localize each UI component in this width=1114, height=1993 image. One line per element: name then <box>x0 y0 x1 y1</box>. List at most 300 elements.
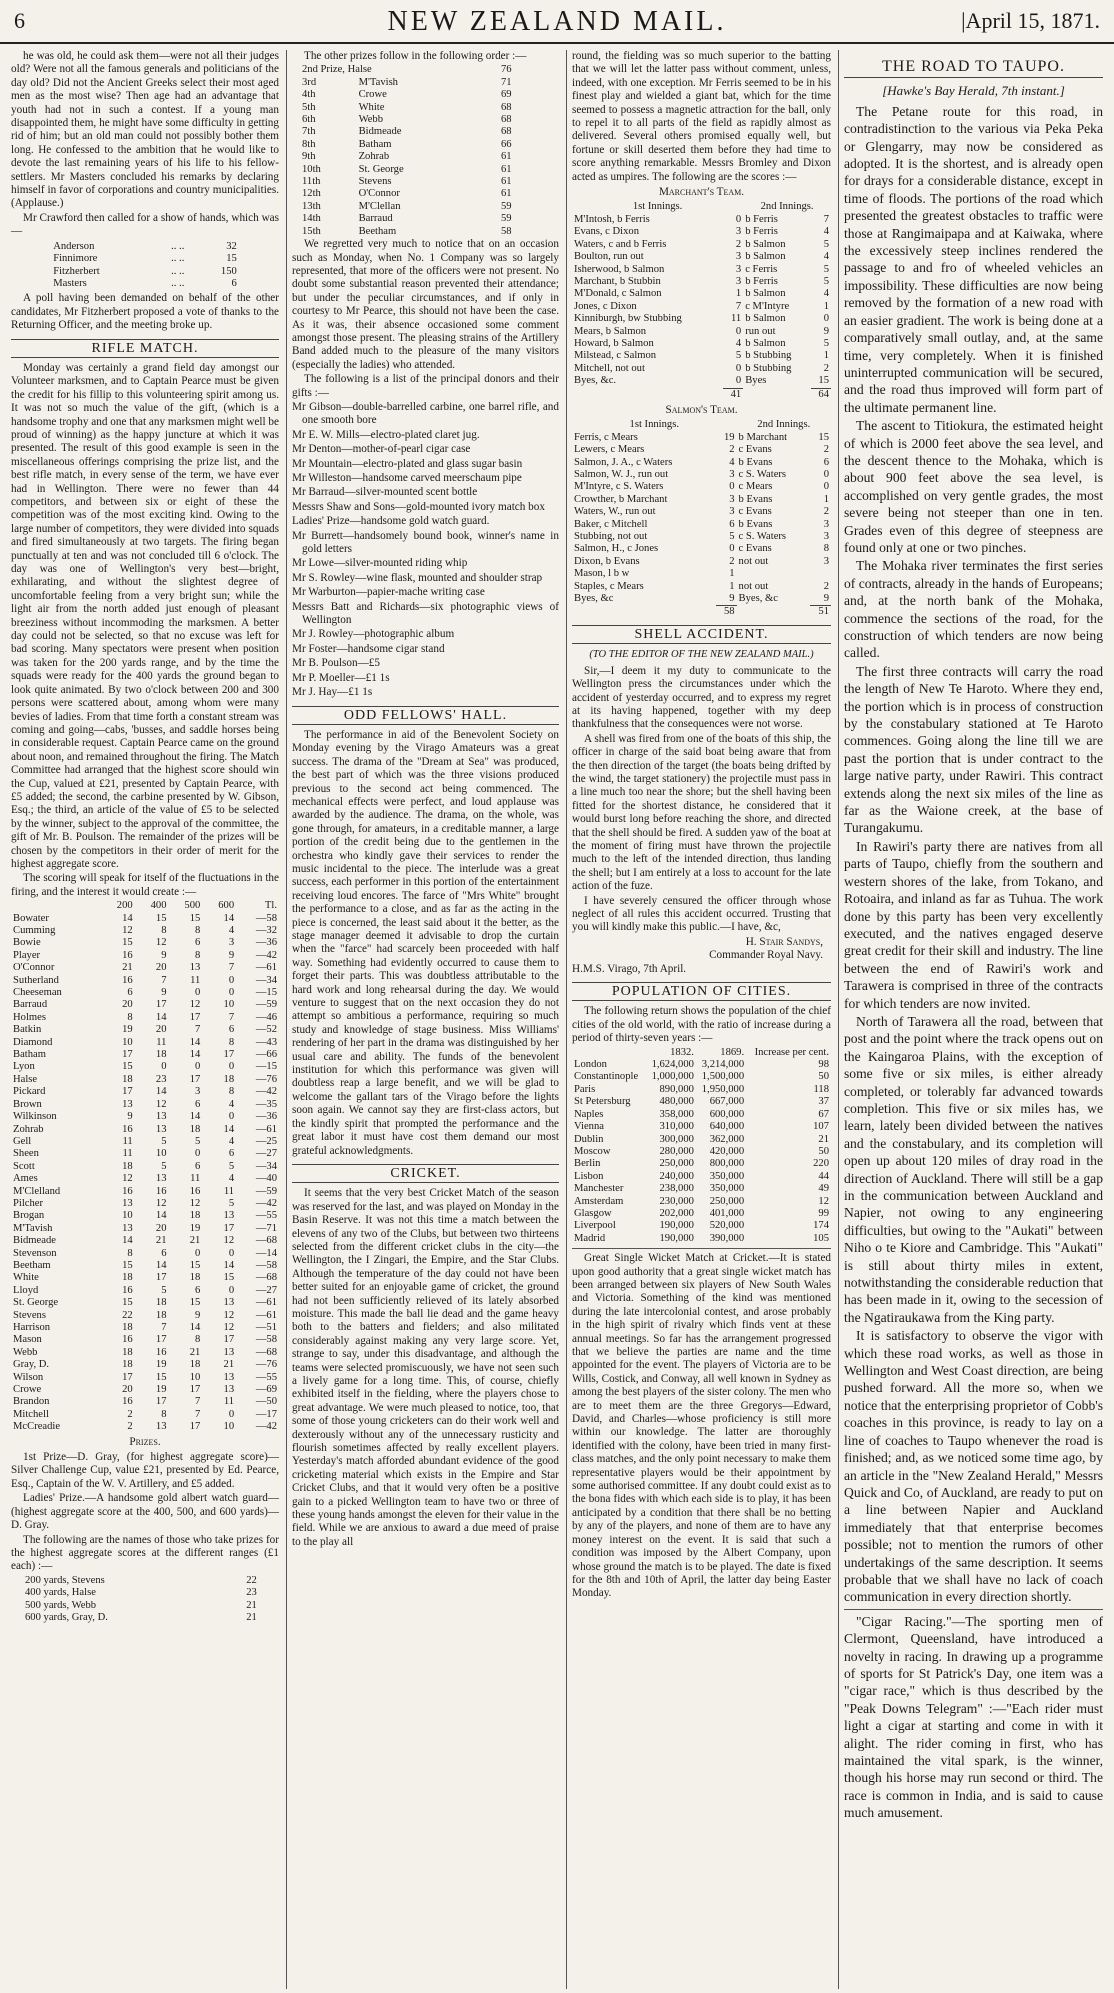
prize-winner: Bidmeade <box>358 126 402 138</box>
batsman-row <box>572 531 831 543</box>
score-cell: 8 <box>127 1011 133 1023</box>
score-cell: 16 <box>122 949 133 961</box>
batsman-runs: 1 <box>729 568 735 580</box>
city-name: Dublin <box>574 1133 604 1145</box>
score-cell: 13 <box>122 1222 133 1234</box>
city-name: Constantinople <box>574 1071 639 1083</box>
score-cell: 14 <box>122 1235 133 1247</box>
score-cell: 16 <box>122 1284 133 1296</box>
city-name: Naples <box>574 1108 604 1120</box>
prize-winner: White <box>358 101 385 113</box>
score-cell: —59 <box>255 1185 277 1197</box>
donor-item: Mr Lowe—silver-mounted riding whip <box>292 557 468 570</box>
shell-accident-letter <box>572 665 831 935</box>
prize-winner: M'Clellan <box>358 200 401 212</box>
batsman-runs: 4 <box>729 456 735 468</box>
score-cell: 12 <box>155 1197 167 1209</box>
prize-score: 76 <box>501 64 512 76</box>
population-cell: 49 <box>818 1183 829 1195</box>
population-cell: 250,000 <box>709 1195 745 1207</box>
batsman-dismissal: Waters, W., run out <box>574 506 656 518</box>
batsman-runs: 5 <box>729 531 735 543</box>
prize-place: 15th <box>302 225 321 237</box>
innings-header: 1st Innings. <box>629 419 679 431</box>
population-cell: 600,000 <box>709 1108 745 1120</box>
score-row <box>11 1049 279 1061</box>
marksman-name: Ames <box>13 1173 38 1185</box>
population-cell: 350,000 <box>709 1183 745 1195</box>
batsman-dismissal: Evans, c Dixon <box>574 226 640 238</box>
donors-list <box>292 401 559 700</box>
population-cell: 401,000 <box>709 1207 745 1219</box>
batsman-dismissal: Marchant, b Stubbin <box>574 275 661 287</box>
marksman-name: Gell <box>13 1135 32 1147</box>
prize-score: 66 <box>501 138 512 150</box>
score-cell: 10 <box>223 1421 235 1433</box>
batsman-dismissal: c M'Intyre <box>745 300 790 312</box>
batsman-dismissal: c Ferris <box>745 263 778 275</box>
batsman-dismissal: b Evans <box>738 493 773 505</box>
city-row <box>572 1158 831 1170</box>
score-cell: 7 <box>195 1024 201 1036</box>
batsman-row <box>572 519 831 531</box>
poll-row <box>51 266 239 278</box>
score-cell: 5 <box>161 1284 167 1296</box>
range-prize-row <box>23 1587 259 1599</box>
marksman-name: Mason <box>13 1334 42 1346</box>
batsman-dismissal: c Evans <box>738 506 772 518</box>
batsman-runs: 5 <box>823 275 829 287</box>
batsman-runs: 8 <box>823 543 829 555</box>
population-cell: 280,000 <box>659 1145 694 1157</box>
batsman-runs: 3 <box>735 275 742 287</box>
score-row <box>11 1235 279 1247</box>
score-cell: —34 <box>255 1160 277 1172</box>
batsman-runs: 3 <box>735 226 742 238</box>
batsman-runs: 1 <box>729 580 735 592</box>
batsman-runs: 11 <box>731 313 742 325</box>
batsman-dismissal: Boulton, run out <box>574 251 644 263</box>
range-winner: 200 yards, Stevens <box>25 1574 105 1586</box>
population-cell: 67 <box>818 1108 829 1120</box>
score-cell: 13 <box>223 1210 235 1222</box>
score-cell: 5 <box>195 1135 201 1147</box>
prize-row <box>300 213 514 225</box>
score-cell: —69 <box>255 1384 277 1396</box>
score-cell: 6 <box>195 937 201 949</box>
score-cell: —42 <box>255 1421 277 1433</box>
score-cell: 12 <box>155 1098 167 1110</box>
innings-header: 1st Innings. <box>632 201 683 213</box>
population-cell: 174 <box>813 1220 829 1232</box>
score-row <box>11 999 279 1011</box>
prize-winner: Crowe <box>358 89 387 101</box>
score-cell: 4 <box>228 1173 235 1185</box>
population-cell: 220 <box>813 1158 829 1170</box>
marksman-name: Cumming <box>13 925 56 936</box>
spacer-cell <box>572 606 716 619</box>
score-cell: 13 <box>223 1346 235 1358</box>
marksman-name: Diamond <box>13 1036 53 1048</box>
prize-place: 14th <box>302 213 321 225</box>
batsman-runs: 3 <box>735 263 742 275</box>
city-row <box>572 1121 831 1133</box>
score-cell: —51 <box>255 1322 277 1333</box>
candidate-name: Anderson <box>53 240 95 252</box>
marksman-name: Holmes <box>13 1011 46 1023</box>
population-cell: 190,000 <box>659 1220 694 1232</box>
batsman-dismissal: b Salmon <box>745 251 786 263</box>
score-row <box>11 1173 279 1185</box>
article-paragraph: Mr Crawford then called for a show of hands, which was— <box>11 211 279 238</box>
marksman-name: Gray, D. <box>13 1359 50 1371</box>
marksman-name: St. George <box>13 1297 59 1309</box>
score-cell: 14 <box>223 912 235 924</box>
prize-row <box>300 139 514 151</box>
scores-header-row <box>11 900 279 912</box>
score-cell: 5 <box>228 1160 235 1172</box>
score-cell: 18 <box>189 1359 201 1371</box>
score-row <box>11 1260 279 1272</box>
article-paragraph: Ladies' Prize.—A handsome gold albert watch guard—(highest aggregate score at the 400, 500, and 600 yards)—D. Gray. <box>11 1492 279 1532</box>
city-row <box>572 1071 831 1083</box>
batsman-dismissal: Mitchell, not out <box>574 362 645 374</box>
score-cell: 15 <box>155 1371 167 1383</box>
article-paragraph: The ascent to Titiokura, the estimated height of which is 2000 feet above the sea level, and the descent thence to the Mohaka, which is about 900 feet above the sea level, is accomplished on very gentle grades, the most severe being not steeper than one in ten. Grades even of this degree of steepness are found only at one or two pinches. <box>844 418 1103 555</box>
range-score: 22 <box>246 1574 257 1586</box>
officers-regret-paragraph: We regretted very much to notice that on an occasion such as Monday, when No. 1 Company was so largely represented, that more of the officers were not present. No doubt some substantial reason prevented their attendance; but under the peculiar circumstances, and if only in courtesy to Mr Pearce, this should not have been the case. As it was, their absence occasioned some comment amongst those present. The pleasing strains of the Artillery Band added much to the pleasure of the many visitors (especially the ladies) who attended. <box>292 238 559 371</box>
batsman-runs: 2 <box>823 444 829 456</box>
city-name: Paris <box>574 1083 596 1095</box>
score-cell: 6 <box>195 1160 201 1172</box>
batsman-dismissal: M'Donald, c Salmon <box>574 288 662 300</box>
score-cell: 0 <box>161 1061 167 1073</box>
population-cell: 50 <box>818 1145 829 1157</box>
column-header <box>572 1047 646 1059</box>
score-cell: 13 <box>155 1123 167 1135</box>
score-cell: —55 <box>255 1371 277 1383</box>
city-row <box>572 1109 831 1121</box>
score-cell: —14 <box>255 1247 277 1259</box>
score-cell: 8 <box>195 949 201 961</box>
score-row <box>11 913 279 925</box>
marksman-name: Cheeseman <box>13 987 62 999</box>
range-prize-row <box>23 1612 259 1624</box>
score-cell: 14 <box>155 1259 167 1271</box>
population-cell: 1,624,000 <box>651 1059 694 1071</box>
prize-score: 58 <box>501 225 512 237</box>
marksman-name: Pickard <box>13 1086 46 1098</box>
score-cell: 14 <box>223 1123 235 1135</box>
score-cell: 0 <box>195 987 201 999</box>
donor-item: Mr Warburton—papier-mache writing case <box>292 586 485 599</box>
marksman-name: Halse <box>13 1073 38 1085</box>
prize-row <box>300 164 514 176</box>
score-cell: 15 <box>189 1259 201 1271</box>
score-cell: 16 <box>122 1185 133 1197</box>
batsman-row <box>572 288 831 300</box>
score-row <box>11 1248 279 1260</box>
score-cell: 6 <box>195 1284 201 1296</box>
score-cell: —25 <box>255 1135 277 1147</box>
score-cell: 0 <box>228 974 235 986</box>
score-cell: 12 <box>223 1309 235 1321</box>
batsman-dismissal: Isherwood, b Salmon <box>574 263 665 275</box>
score-cell: 20 <box>122 1384 133 1396</box>
score-cell: 18 <box>155 1309 167 1321</box>
score-cell: 11 <box>223 1396 235 1408</box>
batsman-row <box>572 226 831 238</box>
marksman-name: Sheen <box>13 1148 39 1160</box>
population-cell: 1,000,000 <box>651 1071 694 1083</box>
population-cell: 358,000 <box>659 1108 694 1120</box>
cricket-heading: CRICKET. <box>292 1164 559 1183</box>
batsman-runs: 6 <box>729 518 735 530</box>
score-row <box>11 1384 279 1396</box>
batsman-runs: 0 <box>823 469 829 480</box>
prize-place: 9th <box>302 151 316 163</box>
score-cell: 18 <box>155 1049 167 1061</box>
batsman-runs: 3 <box>729 506 735 518</box>
population-cell: 250,000 <box>659 1158 694 1170</box>
population-cell: 520,000 <box>709 1220 745 1232</box>
batsman-dismissal: Mason, l b w <box>574 568 630 580</box>
score-row <box>11 1099 279 1111</box>
score-cell: 7 <box>228 1011 235 1023</box>
prize-place: 8th <box>302 138 316 150</box>
prize-winner: O'Connor <box>358 188 400 200</box>
score-cell: 13 <box>122 1098 133 1110</box>
score-cell: 20 <box>122 999 133 1011</box>
article-paragraph: North of Tarawera all the road, between that post and the point where the track opens out on the Kaingaroa Plains, with the exception of some five or six miles, is either already completed, or tolerably far advanced towards completion. This five or six miles has, we learn, lately been divided between the natives and the constabulary, and its completion will open up about 120 miles of dray road in the direction of Auckland. There will still be a gap in the communication between Auckland and Napier, not owing to any engineering difficulties, but owing to the "Aukati" between Niho o te Kiore and Cambridge. This "Aukati" is still about thirty miles in extent, notwithstanding the considerable reduction that has been made in it, owing to the secession of the Ngatiraukawa from the King party. <box>844 1013 1103 1325</box>
taupo-road-heading: THE ROAD TO TAUPO. <box>844 56 1103 78</box>
score-cell: 2 <box>127 1408 133 1420</box>
score-cell: 18 <box>122 1160 133 1172</box>
city-name: Amsterdam <box>574 1195 624 1207</box>
score-cell: 9 <box>195 1309 201 1321</box>
prize-score: 69 <box>501 89 512 101</box>
poll-after-paragraph: A poll having been demanded on behalf of the other candidates, Mr Fitzherbert proposed a vote of thanks to the Returning Officer, and the meeting broke up. <box>11 292 279 332</box>
score-cell: —15 <box>255 1061 277 1073</box>
score-cell: —42 <box>255 1086 277 1098</box>
column-header: 200 <box>116 900 133 912</box>
spacer-cell <box>743 388 811 401</box>
score-cell: 11 <box>156 1036 167 1048</box>
score-cell: 0 <box>228 1061 235 1073</box>
batsman-row <box>572 239 831 251</box>
city-row <box>572 1146 831 1158</box>
score-cell: 3 <box>195 1086 201 1098</box>
score-cell: 17 <box>223 1334 235 1346</box>
batsman-row <box>572 432 831 444</box>
score-cell: 21 <box>189 1346 201 1358</box>
marksman-name: O'Connor <box>13 962 55 974</box>
batsman-dismissal: M'Intyre, c S. Waters <box>574 481 664 493</box>
score-cell: 8 <box>127 1247 133 1259</box>
score-cell: —50 <box>255 1396 277 1408</box>
score-cell: 0 <box>228 1247 235 1259</box>
score-row <box>11 1396 279 1408</box>
score-cell: 16 <box>122 1334 133 1346</box>
prize-place: 7th <box>302 126 316 138</box>
donor-item: Mr E. W. Mills—electro-plated claret jug. <box>292 428 480 441</box>
score-cell: —46 <box>255 1011 277 1023</box>
score-cell: 18 <box>122 1322 133 1333</box>
column-header: 500 <box>184 900 201 912</box>
score-cell: —55 <box>255 1210 277 1222</box>
score-cell: 17 <box>189 1073 201 1085</box>
population-cell: 300,000 <box>659 1133 694 1145</box>
score-cell: 14 <box>155 1210 167 1222</box>
poll-table <box>51 241 239 291</box>
marksman-name: Wilson <box>13 1371 44 1383</box>
score-cell: 12 <box>223 1322 235 1333</box>
population-cell: 202,000 <box>659 1207 694 1219</box>
prize-place: 12th <box>302 188 321 200</box>
prize-place: 10th <box>302 163 321 175</box>
city-row <box>572 1233 831 1245</box>
column-header: 400 <box>150 900 167 912</box>
prize-winner: Stevens <box>358 176 392 188</box>
batsman-dismissal: run out <box>745 325 776 337</box>
score-cell: 18 <box>223 1073 235 1085</box>
batsman-dismissal: b Ferris <box>745 275 778 287</box>
city-name: London <box>574 1059 607 1071</box>
cricket-article-continued: round, the fielding was so much superior to the batting that we will let the latter pass without comment, unless, indeed, with one exception. Mr Ferris seemed to be in his finest play and wielded a giant bat, which for the time seemed to possess a magnetic attraction for the ball, only to repel it to all parts of the field as rapidly almost as delivered. Several others promised equally well, but fortune or skill deserted them before they had time to score anything remarkable. Messrs Bromley and Dixon acted as umpires. The following are the scores :— <box>572 50 831 183</box>
score-cell: 16 <box>122 1123 133 1135</box>
score-row <box>11 1372 279 1384</box>
population-cell: 800,000 <box>709 1158 745 1170</box>
prize-place: 5th <box>302 101 316 113</box>
letter-paragraph: A shell was fired from one of the boats of this ship, the officer in charge of the said boat being aware that from the then direction of the target (the boats being drifted by the wind, the target stationery) the projectile must pass in a line much too near the shore; but the shell having been fitted for the shortest distance, he considered that it would burst long before reaching the shore, and directed that the shell should be fired. A sudden yaw of the boat at the moment of firing must have thrown the projectile much to the left of the intended direction, thus landing the shell; but I am entirely at a loss to account for the late action of the fuze. <box>572 732 831 893</box>
score-cell: —58 <box>255 912 277 924</box>
marksman-name: Batkin <box>13 1024 42 1036</box>
population-cell: 1,500,000 <box>701 1071 745 1083</box>
city-row <box>572 1084 831 1096</box>
divider <box>572 1248 831 1249</box>
batsman-row <box>572 469 831 481</box>
score-cell: 15 <box>223 1272 235 1284</box>
marksman-name: Player <box>13 949 41 961</box>
population-intro: The following return shows the population of the chief cities of the old world, with the ratio of increase during a period of thirty-seven years :— <box>572 1005 831 1045</box>
prize-score: 68 <box>501 126 512 138</box>
batsman-runs <box>810 568 831 580</box>
score-cell: —66 <box>255 1049 277 1061</box>
score-cell: 7 <box>161 974 167 986</box>
article-paragraph: In Rawiri's party there are natives from all parts of Taupo, chiefly from the southern and western shores of the lake, from Tokano, and Rotoaira, and inland as far as Tuhua. The work done by this party has been very excellently executed, and the natives engaged deserve great credit for their skill and industry. The line between the end of Rawiri's work and Tarawera is comprised in three of the contracts for which tenders are now invited. <box>844 838 1103 1011</box>
score-cell: 11 <box>122 1135 133 1147</box>
score-cell: 5 <box>161 1135 167 1147</box>
donor-item: Mr Barraud—silver-mounted scent bottle <box>292 486 478 499</box>
batsman-dismissal: Stubbing, not out <box>574 531 648 543</box>
prize-row <box>300 226 514 238</box>
prize-score: 59 <box>501 213 512 225</box>
score-cell: 6 <box>195 1098 201 1110</box>
score-cell: 15 <box>122 1297 133 1309</box>
score-cell: 18 <box>155 1297 167 1309</box>
prize-score: 71 <box>501 76 512 88</box>
donors-intro: The following is a list of the principal donors and their gifts :— <box>292 373 559 399</box>
score-row <box>11 962 279 974</box>
marchant-team-heading: Marchant's Team. <box>658 186 745 199</box>
batsman-runs: 9 <box>823 593 829 605</box>
batsman-dismissal: Dixon, b Evans <box>574 555 640 567</box>
score-cell: 10 <box>189 1371 201 1383</box>
batsman-runs: 0 <box>729 481 735 493</box>
score-cell: —43 <box>255 1036 277 1048</box>
batsman-dismissal: Byes <box>745 375 767 387</box>
batsman-runs: 1 <box>823 493 829 505</box>
marksman-name: Bidmeade <box>13 1235 56 1247</box>
city-name: Liverpool <box>574 1220 616 1232</box>
score-cell: —40 <box>255 1173 277 1185</box>
innings-header: 2nd Innings. <box>760 201 814 213</box>
batsman-runs: 2 <box>823 506 829 518</box>
salmon-team-heading: Salmon's Team. <box>665 403 738 416</box>
score-cell: 19 <box>155 1384 167 1396</box>
batsman-runs: 9 <box>729 593 735 605</box>
shell-accident-subheading: (TO THE EDITOR OF THE NEW ZEALAND MAIL.) <box>589 649 814 661</box>
score-cell: —61 <box>255 1123 277 1135</box>
marksman-name: Wilkinson <box>13 1111 57 1123</box>
prize-place: 2nd Prize, Halse <box>302 64 372 76</box>
score-row <box>11 1074 279 1086</box>
batsman-runs: 4 <box>823 226 829 238</box>
marksman-name: Webb <box>13 1346 38 1358</box>
score-cell: —27 <box>255 1284 277 1296</box>
marksman-name: Barraud <box>13 999 48 1011</box>
marksman-name: Brown <box>13 1098 42 1110</box>
batsman-runs: 4 <box>735 337 742 349</box>
letter-paragraph: Sir,—I deem it my duty to communicate to the Wellington press the circumstances under which the accident of yesterday occurred, and to express my regret at its having happened, together with my deep thankfulness that the consequences were not worse. <box>572 664 831 731</box>
score-cell: 14 <box>189 1049 201 1061</box>
article-paragraph: 1st Prize—D. Gray, (for highest aggregate score)—Silver Challenge Cup, value £21, presented by Ed. Pearce, Esq., Captain of the W. V. Artillery, and £5 added. <box>11 1451 279 1490</box>
candidate-name: Fitzherbert <box>53 265 100 277</box>
prize-score: 61 <box>501 188 512 200</box>
score-cell: 13 <box>155 1421 167 1433</box>
single-wicket-article: Great Single Wicket Match at Cricket.—It is stated upon good authority that a great single wicket match has been arranged between six players of New South Wales and Victoria. Something of the kind was mentioned during the late intercolonial contest, and arose probably in the high spirit of rivalry which finds vent at these annual meetings. So far has the arrangement progressed that we believe the parties are name and the time appointed for the event. The players of Victoria are to be Wills, Costick, and Conway, all well known in Sydney as among the best players of the sister colony. The men who are to meet them are the three Gregorys—Edward, David, and Charles—whose proficiency is still more within our knowledge. The latter are thoroughly identified with the colony, have been tried in many first-class matches, and the only point necessary to make them representative players would be their appointment by some authorised committee. If any doubt could exist as to the bona fides with which each side is to play, it has been anticipated by a condition that there shall be no betting by any of the players, and none of them are to have any money interest on the event. It is said that such a condition was imposed by the Albert Company, upon whose ground the match is to be played. The date is fixed for the 8th and 10th of April, the latter day being Easter Monday. <box>572 1252 831 1600</box>
batsman-runs: 0 <box>735 325 742 337</box>
letter-paragraph: I have severely censured the officer through whose neglect of all rules this accident occurred. Trusting that you will kindly make this public.—I have, &c, <box>572 894 831 934</box>
prize-score: 61 <box>501 151 512 163</box>
newspaper-title: NEW ZEALAND MAIL. <box>387 6 727 37</box>
shell-accident-heading: SHELL ACCIDENT. <box>572 625 831 644</box>
score-cell: 4 <box>228 1135 235 1147</box>
batsman-dismissal: b Salmon <box>745 313 786 325</box>
score-row <box>11 1061 279 1073</box>
batsman-runs: 19 <box>723 431 735 443</box>
score-cell: 16 <box>122 974 133 986</box>
score-cell: 6 <box>127 987 133 999</box>
score-cell: 0 <box>228 1284 235 1296</box>
batsman-dismissal: b Salmon <box>745 238 786 250</box>
score-cell: 13 <box>223 1297 235 1309</box>
city-row <box>572 1208 831 1220</box>
score-cell: 7 <box>195 1396 201 1408</box>
score-cell: —76 <box>255 1359 277 1371</box>
score-cell: 0 <box>195 1061 201 1073</box>
batsman-dismissal: Byes, &c <box>574 593 614 605</box>
batsman-runs: 0 <box>823 481 829 493</box>
batsman-runs: 2 <box>729 555 735 567</box>
range-score: 23 <box>246 1587 257 1599</box>
batsman-runs: 5 <box>735 350 742 362</box>
score-cell: 11 <box>122 1148 133 1160</box>
population-heading: POPULATION OF CITIES. <box>572 982 831 1001</box>
batsman-dismissal: Staples, c Mears <box>574 580 644 592</box>
prize-row <box>300 77 514 89</box>
donor-item: Mr J. Rowley—photographic album <box>292 628 455 641</box>
